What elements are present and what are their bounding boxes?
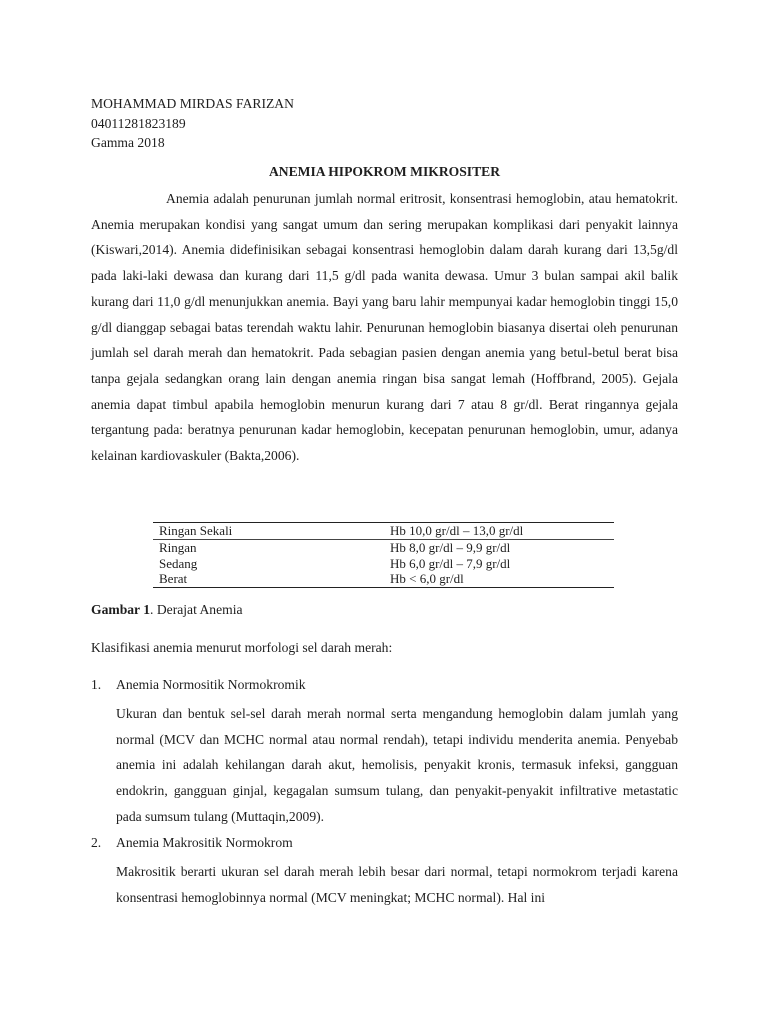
caption-label: Gambar 1: [91, 602, 151, 617]
table-row: [153, 556, 614, 572]
list-heading-text: Anemia Makrositik Normokrom: [116, 835, 293, 850]
classification-intro: Klasifikasi anemia menurut morfologi sel darah merah:: [91, 640, 393, 655]
list-item: [91, 676, 678, 830]
grade-cell: Berat: [159, 571, 188, 587]
range-cell: Hb 6,0 gr/dl – 7,9 gr/dl: [390, 555, 511, 571]
list-item: [91, 834, 678, 910]
anemia-grade-table: [153, 522, 614, 588]
caption-text: . Derajat Anemia: [150, 602, 243, 617]
range-cell: Hb < 6,0 gr/dl: [390, 571, 464, 587]
document-title: ANEMIA HIPOKROM MIKROSITER: [268, 164, 501, 179]
table-row: [153, 571, 614, 587]
grade-cell: Sedang: [159, 555, 198, 571]
intro-paragraph-text: Anemia adalah penurunan jumlah normal eritrosit, konsentrasi hemoglobin, atau hematokrit. Anemia merupakan kondisi yang sangat umum dan sering merupakan komplikasi dari penyakit lainnya (Kiswari,2014). Anemia didefinisikan sebagai konsentrasi hemoglobin dalam darah kurang dari 13,5g/dl pada laki-laki dewasa dan kurang dari 11,5 g/dl pada wanita dewasa. Umur 3 bulan sampai akil balik kurang dari 11,0 g/dl menunjukkan anemia. Bayi yang baru lahir mempunyai kadar hemoglobin tinggi 15,0 g/dl dianggap sebagai batas terendah waktu lahir. Penurunan hemoglobin biasanya disertai oleh penurunan jumlah sel darah merah dan hematokrit. Pada sebagian pasien dengan anemia yang betul-betul berat bisa tanpa gejala sedangkan orang lain dengan anemia ringan bisa sangat lemah (Hoffbrand, 2005). Gejala anemia dapat timbul apabila hemoglobin menurun kurang dari 7 atau 8 gr/dl. Berat ringannya gejala tergantung pada: beratnya penurunan kadar hemoglobin, kecepatan penurunan hemoglobin, umur, adanya kelainan kardiovaskuler (Bakta,2006).: [91, 191, 678, 464]
classification-list: [91, 676, 678, 905]
list-number: 1.: [91, 677, 102, 692]
grade-cell: Ringan Sekali: [153, 523, 384, 540]
list-item-heading: [91, 676, 678, 701]
table-row: [153, 539, 614, 555]
intro-paragraph: [91, 186, 678, 469]
grade-cell: Ringan: [159, 539, 197, 555]
author-name: MOHAMMAD MIRDAS FARIZAN: [91, 96, 294, 111]
student-id: 04011281823189: [91, 115, 186, 131]
list-heading-text: Anemia Normositik Normokromik: [116, 677, 306, 692]
class-group: Gamma 2018: [91, 135, 165, 150]
table-row: [153, 523, 614, 540]
figure-caption: [91, 601, 243, 619]
range-cell: Hb 8,0 gr/dl – 9,9 gr/dl: [390, 539, 511, 555]
author-header: [91, 94, 294, 153]
list-item-body: Ukuran dan bentuk sel-sel darah merah normal serta mengandung hemoglobin dalam jumlah yang normal (MCV dan MCHC normal atau normal rendah), tetapi individu menderita anemia. Penyebab anemia ini adalah kehilangan darah akut, hemolisis, penyakit kronis, termasuk infeksi, gangguan endokrin, gangguan ginjal, kegagalan sumsum tulang, dan penyakit-penyakit infiltrative metastatic pada sumsum tulang (Muttaqin,2009).: [116, 706, 678, 824]
list-number: 2.: [91, 835, 102, 850]
list-item-heading: [91, 834, 678, 859]
range-cell: Hb 10,0 gr/dl – 13,0 gr/dl: [384, 523, 614, 540]
list-item-body: Makrositik berarti ukuran sel darah merah lebih besar dari normal, tetapi normokrom terjadi karena konsentrasi hemoglobinnya normal (MCV meningkat; MCHC normal). Hal ini: [116, 864, 678, 905]
